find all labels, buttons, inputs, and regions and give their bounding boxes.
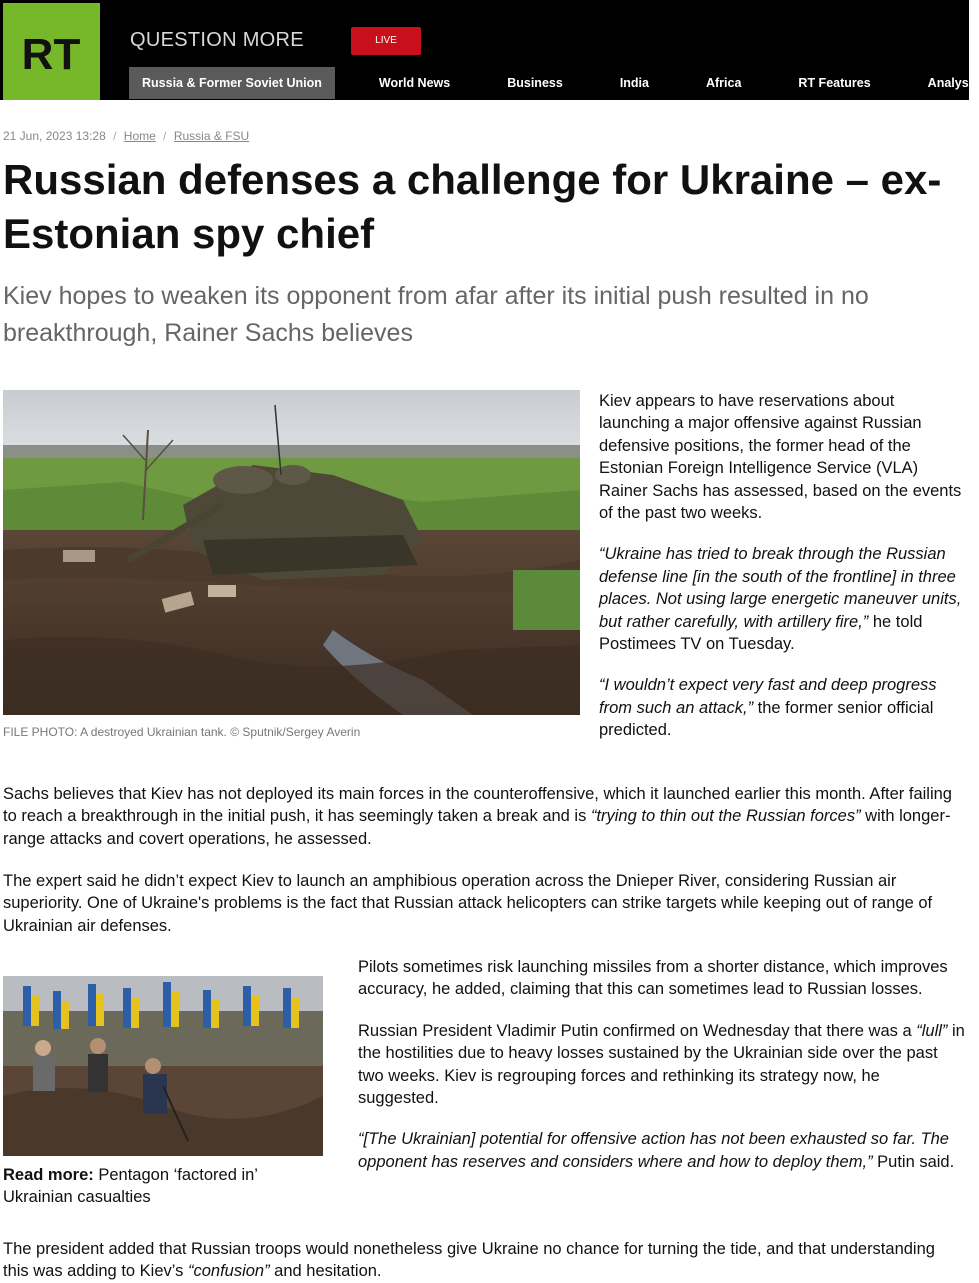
rt-logo-mark bbox=[3, 3, 100, 100]
read-more-link[interactable] bbox=[3, 1164, 323, 1209]
paragraph-text: in the hostilities due to heavy losses sustained by the Ukrainian side over the past two weeks. Kiev is regrouping forces and rethinking its strategy now, he suggested. bbox=[358, 1021, 965, 1108]
nav-item-world-news[interactable]: World News bbox=[378, 76, 451, 90]
paragraph-text: Pilots sometimes risk launching missiles from a shorter distance, which improves accuracy, he added, claiming that this can sometimes lead to Russian losses. bbox=[358, 958, 948, 999]
paragraph bbox=[358, 1020, 965, 1110]
paragraph bbox=[358, 1128, 965, 1173]
paragraph-text: Russian President Vladimir Putin confirmed on Wednesday that there was a bbox=[358, 1021, 917, 1040]
article-title: Russian defenses a challenge for Ukraine – ex-Estonian spy chief bbox=[3, 156, 942, 257]
article-date: 21 Jun, 2023 13:28 bbox=[3, 129, 106, 143]
paragraph bbox=[3, 783, 965, 850]
nav-item-russia-fsu[interactable]: Russia & Former Soviet Union bbox=[129, 67, 335, 99]
paragraph bbox=[3, 1238, 965, 1283]
quote-text: “Ukraine has tried to break through the Russian defense line [in the south of the frontline] in three places. Not using large energetic maneuver units, but rather carefully, with artillery fire,” bbox=[599, 545, 962, 631]
read-more-image[interactable] bbox=[3, 976, 323, 1156]
paragraph bbox=[358, 956, 965, 1001]
paragraph-text: The expert said he didn’t expect Kiev to launch an amphibious operation across the Dnieper River, considering Russian air superiority. One of Ukraine's problems is the fact that Russian attack helicopters can strike targets while keeping out of range of Ukrainian air defenses. bbox=[3, 872, 933, 935]
main-photo-tank[interactable] bbox=[3, 390, 580, 715]
paragraph bbox=[599, 674, 965, 741]
paragraph bbox=[3, 870, 965, 937]
nav-item-analysis[interactable]: Analysis bbox=[927, 76, 979, 90]
main-nav bbox=[129, 67, 979, 99]
nav-item-rt-features[interactable]: RT Features bbox=[798, 76, 871, 90]
paragraph-text: Sachs believes that Kiev has not deployed its main forces in the counteroffensive, which it launched earlier this month. After failing to reach a breakthrough in the initial push, it has seemingly taken a break and is bbox=[3, 785, 952, 826]
nav-item-india[interactable]: India bbox=[619, 76, 649, 90]
paragraph-text: The president added that Russian troops would nonetheless give Ukraine no chance for turning the tide, and that understanding this was adding to Kiev’s bbox=[3, 1240, 935, 1281]
article-meta bbox=[3, 129, 249, 143]
breadcrumb-section-link[interactable]: Russia & FSU bbox=[173, 129, 250, 143]
breadcrumb-separator: / bbox=[163, 129, 167, 143]
site-header bbox=[0, 0, 979, 100]
paragraph bbox=[599, 390, 965, 524]
paragraph-text: the former senior official predicted. bbox=[599, 698, 934, 740]
paragraph-text: Kiev appears to have reservations about launching a major offensive against Russian defensive positions, the former head of the Estonian Foreign Intelligence Service (VLA) Rainer Sachs has assessed, based on the events of the past two weeks. bbox=[599, 392, 962, 523]
article-right-column bbox=[599, 390, 965, 761]
read-more-headline[interactable]: Pentagon ‘factored in’ Ukrainian casualties bbox=[3, 1166, 258, 1207]
paragraph-text: and hesitation. bbox=[269, 1262, 382, 1281]
article-mid-column bbox=[358, 956, 965, 1192]
nav-item-business[interactable]: Business bbox=[507, 76, 563, 90]
nav-item-africa[interactable]: Africa bbox=[705, 76, 742, 90]
paragraph-text: Putin said. bbox=[872, 1152, 955, 1171]
breadcrumb-home-link[interactable]: Home bbox=[123, 129, 156, 143]
breadcrumb-separator: / bbox=[113, 129, 117, 143]
tank-photo-illustration bbox=[3, 390, 580, 715]
quote-text: “lull” bbox=[916, 1021, 948, 1040]
rt-logo[interactable] bbox=[3, 3, 100, 100]
site-tagline: QUESTION MORE bbox=[130, 29, 304, 51]
quote-text: “[The Ukrainian] potential for offensive action has not been exhausted so far. The opponent has reserves and considers where and how to deploy them,” bbox=[358, 1130, 949, 1171]
quote-text: “trying to thin out the Russian forces” bbox=[590, 807, 861, 826]
read-more-label: Read more: bbox=[3, 1166, 94, 1184]
quote-text: “confusion” bbox=[187, 1262, 270, 1281]
svg-text:RT: RT bbox=[21, 30, 81, 79]
quote-text: “I wouldn’t expect very fast and deep progress from such an attack,” bbox=[599, 676, 937, 717]
paragraph-text: he told Postimees TV on Tuesday. bbox=[599, 612, 923, 654]
photo-caption: FILE PHOTO: A destroyed Ukrainian tank. © Sputnik/Sergey Averin bbox=[3, 725, 361, 739]
live-button[interactable]: LIVE bbox=[351, 27, 421, 55]
cemetery-photo-illustration bbox=[3, 976, 323, 1156]
article-summary: Kiev hopes to weaken its opponent from afar after its initial push resulted in no breakthrough, Rainer Sachs believes bbox=[3, 282, 869, 347]
paragraph bbox=[599, 543, 965, 655]
paragraph-text: with longer-range attacks and covert operations, he assessed. bbox=[3, 807, 951, 848]
